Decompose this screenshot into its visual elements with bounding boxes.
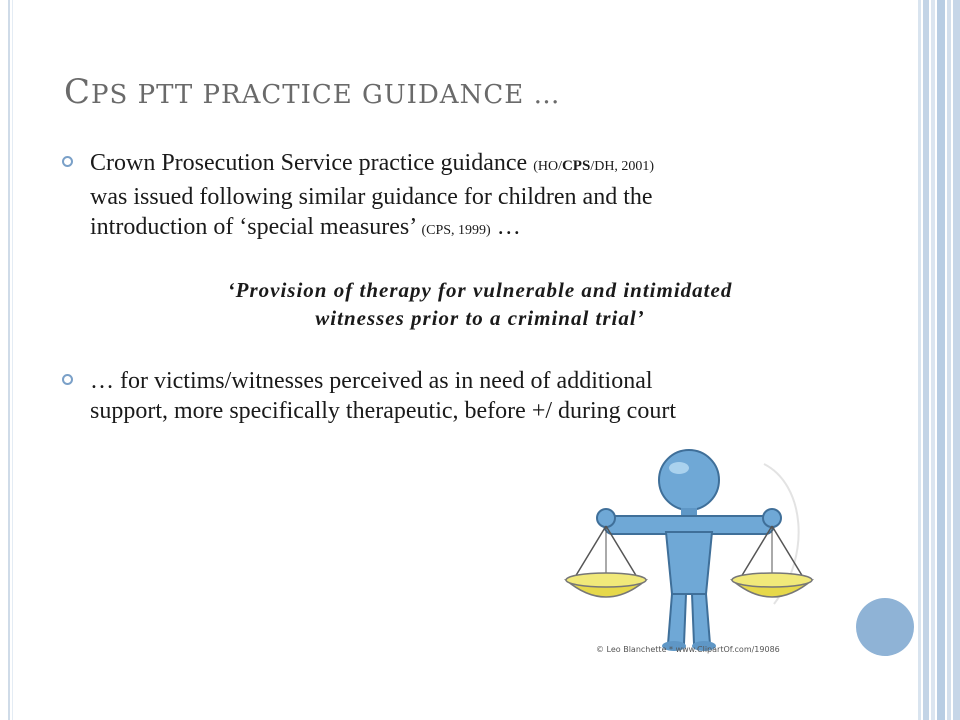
hollow-circle-bullet-icon: [62, 374, 73, 385]
image-credit: © Leo Blanchette * www.ClipartOf.com/19086: [596, 645, 780, 654]
quote-line-1: ‘Provision of therapy for vulnerable and intimidated: [227, 278, 733, 302]
bullet-1-text: [90, 148, 830, 246]
left-frame-line: [8, 0, 10, 720]
bullet-2-line-2: support, more specifically therapeutic, before +/ during court: [90, 398, 676, 424]
quote-block: [120, 276, 840, 332]
bullet-item-2: [62, 366, 822, 430]
bullet-1-line-3-text: introduction of ‘special measures’: [90, 214, 422, 240]
title-initial: C: [64, 72, 92, 112]
citation-ho: (HO/: [533, 159, 562, 174]
bullet-1-line-2: was issued following similar guidance for children and the: [90, 184, 653, 210]
bullet-1-line-3: [90, 212, 830, 246]
citation-cps-1999: (CPS, 1999): [421, 223, 491, 238]
title-rest: PS PTT PRACTICE GUIDANCE …: [91, 80, 561, 110]
bullet-1-ellipsis: …: [490, 214, 521, 240]
bullet-1-line-1: [90, 148, 830, 182]
slide-title: [64, 72, 560, 112]
scales-of-justice-figure-icon: [554, 444, 824, 660]
bullet-item-1: [62, 148, 822, 244]
hollow-circle-bullet-icon: [62, 156, 73, 167]
citation-cps: CPS: [561, 158, 591, 174]
citation-dh-year: /DH, 2001): [590, 159, 655, 174]
bullet-1-line-1-text: Crown Prosecution Service practice guidance: [90, 150, 534, 176]
left-frame-line-inner: [12, 0, 13, 720]
right-decorative-stripes: [918, 0, 960, 720]
bullet-2-text: [90, 366, 830, 426]
quote-line-2: witnesses prior to a criminal trial’: [315, 306, 645, 330]
bullet-2-line-1: … for victims/witnesses perceived as in need of additional: [90, 368, 653, 394]
decorative-circle: [856, 598, 914, 656]
